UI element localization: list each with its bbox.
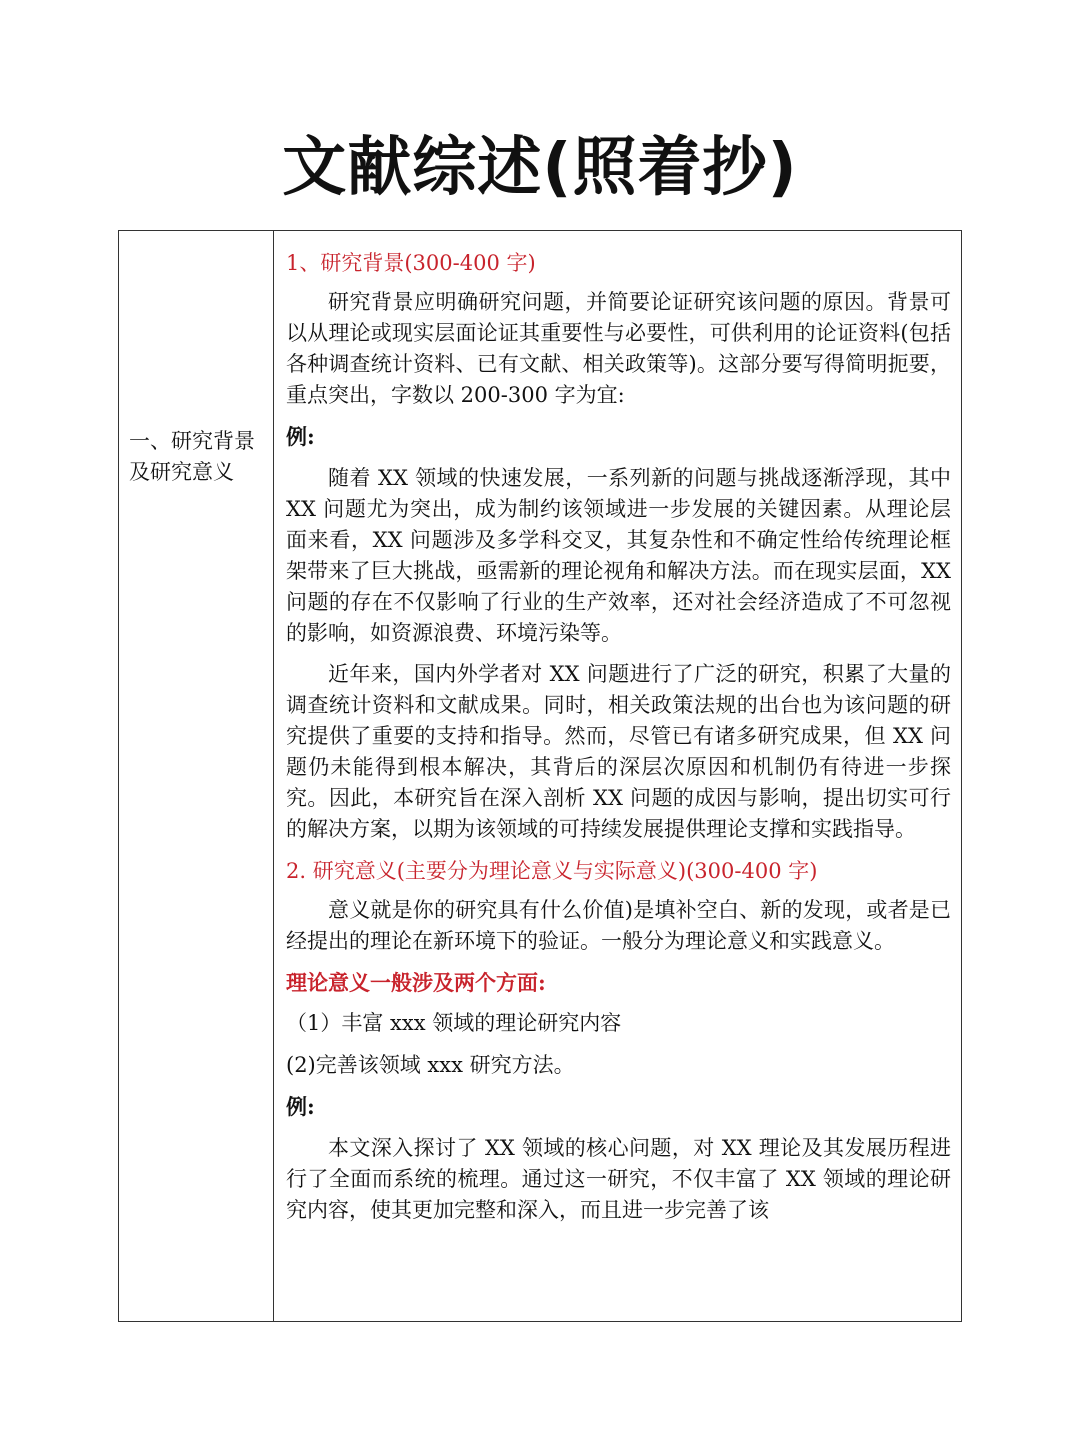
significance-intro: 意义就是你的研究具有什么价值)是填补空白、新的发现，或者是已经提出的理论在新环境下的验证。一般分为理论意义和实践意义。	[286, 898, 951, 953]
background-intro: 研究背景应明确研究问题，并简要论证研究该问题的原因。背景可以从理论或现实层面论证其重要性与必要性，可供利用的论证资料(包括各种调查统计资料、已有文献、相关政策等)。这部分要写得简明扼要，重点突出，字数以 200-300 字为宜:	[286, 290, 951, 407]
table-left-cell	[119, 231, 274, 1321]
list-item: （1）丰富 xxx 领域的理论研究内容	[286, 1011, 622, 1035]
example-label: 例:	[286, 1094, 315, 1119]
page-title: 文献综述(照着抄)	[282, 131, 798, 205]
list-item: (2)完善该领域 xxx 研究方法。	[286, 1053, 575, 1077]
background-heading: 1、研究背景(300-400 字)	[286, 251, 536, 275]
theory-heading: 理论意义一般涉及两个方面:	[286, 970, 546, 995]
example-label: 例:	[286, 424, 315, 449]
significance-heading: 2. 研究意义(主要分为理论意义与实际意义)(300-400 字)	[286, 859, 818, 883]
section-label: 一、研究背景及研究意义	[129, 429, 255, 484]
example-paragraph: 本文深入探讨了 XX 领域的核心问题，对 XX 理论及其发展历程进行了全面而系统的梳理。通过这一研究，不仅丰富了 XX 领域的理论研究内容，使其更加完整和深入，而且进一步完善了该	[286, 1136, 951, 1222]
example-paragraph: 随着 XX 领域的快速发展，一系列新的问题与挑战逐渐浮现，其中 XX 问题尤为突出，成为制约该领域进一步发展的关键因素。从理论层面来看，XX 问题涉及多学科交叉，其复杂性和不确定性给传统理论框架带来了巨大挑战，亟需新的理论视角和解决方法。而在现实层面，XX 问题的存在不仅影响了行业的生产效率，还对社会经济造成了不可忽视的影响，如资源浪费、环境污染等。	[286, 466, 951, 645]
table-right-cell	[274, 231, 961, 1321]
document-table	[118, 230, 962, 1322]
example-paragraph: 近年来，国内外学者对 XX 问题进行了广泛的研究，积累了大量的调查统计资料和文献成果。同时，相关政策法规的出台也为该问题的研究提供了重要的支持和指导。然而，尽管已有诸多研究成果，但 XX 问题仍未能得到根本解决，其背后的深层次原因和机制仍有待进一步探究。因此，本研究旨在深入剖析 XX 问题的成因与影响，提出切实可行的解决方案，以期为该领域的可持续发展提供理论支撑和实践指导。	[286, 662, 951, 841]
